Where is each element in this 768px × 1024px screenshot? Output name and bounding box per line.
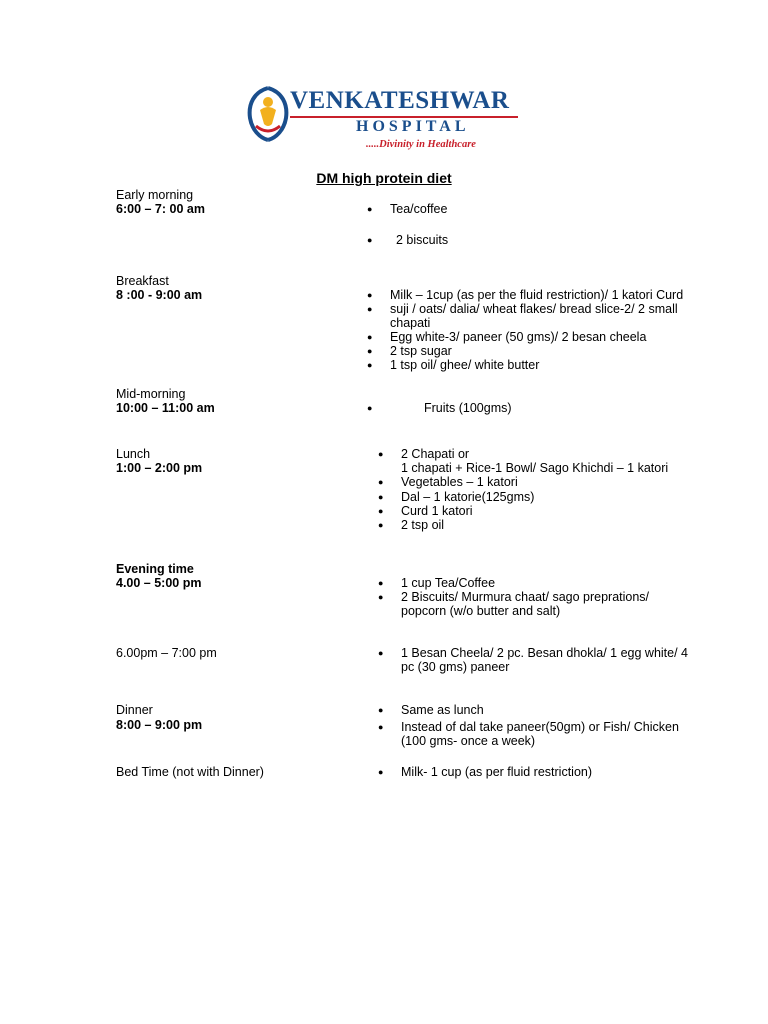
section-time-six-pm: 6.00pm – 7:00 pm — [116, 646, 217, 660]
list-item: Curd 1 katori — [401, 504, 473, 518]
section-label-breakfast: Breakfast — [116, 274, 169, 288]
bullet: ● — [378, 506, 384, 516]
bullet: ● — [367, 403, 373, 413]
list-item: Milk – 1cup (as per the fluid restriction)/ 1 katori Curd — [390, 288, 684, 302]
list-item: Vegetables – 1 katori — [401, 475, 518, 489]
list-item: 2 Biscuits/ Murmura chaat/ sago preprations/ — [401, 590, 650, 604]
list-item: Tea/coffee — [390, 202, 448, 216]
logo-subtitle: HOSPITAL — [356, 118, 470, 135]
logo-name: VENKATESHWAR — [290, 87, 510, 114]
section-label-bed-time: Bed Time (not with Dinner) — [116, 765, 264, 779]
logo-tagline: .....Divinity in Healthcare — [366, 139, 476, 150]
list-item: pc (30 gms) paneer — [401, 660, 510, 674]
section-label-early-morning: Early morning — [116, 188, 194, 202]
section-time-lunch: 1:00 – 2:00 pm — [116, 461, 203, 475]
bullet: ● — [367, 304, 373, 314]
list-item: 1 chapati + Rice-1 Bowl/ Sago Khichdi – 1 katori — [401, 461, 669, 475]
section-time-early-morning: 6:00 – 7: 00 am — [116, 202, 205, 216]
list-item: Same as lunch — [401, 703, 484, 717]
list-item: 2 biscuits — [396, 233, 449, 247]
section-label-mid-morning: Mid-morning — [116, 387, 186, 401]
bullet: ● — [367, 332, 373, 342]
list-item: (100 gms- once a week) — [401, 734, 536, 748]
list-item: 2 tsp sugar — [390, 344, 452, 358]
list-item: popcorn (w/o butter and salt) — [401, 604, 561, 618]
bullet: ● — [367, 290, 373, 300]
hospital-logo — [246, 84, 522, 154]
bullet: ● — [378, 648, 384, 658]
section-time-mid-morning: 10:00 – 11:00 am — [116, 401, 215, 415]
bullet: ● — [378, 592, 384, 602]
list-item: 2 tsp oil — [401, 518, 445, 532]
list-item: Dal – 1 katorie(125gms) — [401, 490, 535, 504]
bullet: ● — [367, 360, 373, 370]
bullet: ● — [378, 705, 384, 715]
bullet: ● — [378, 477, 384, 487]
bullet: ● — [378, 492, 384, 502]
list-item: Milk- 1 cup (as per fluid restriction) — [401, 765, 593, 779]
section-time-breakfast: 8 :00 - 9:00 am — [116, 288, 203, 302]
list-item: Instead of dal take paneer(50gm) or Fish/ Chicken — [401, 720, 679, 734]
bullet: ● — [378, 578, 384, 588]
bullet: ● — [378, 449, 384, 459]
list-item: 1 cup Tea/Coffee — [401, 576, 496, 590]
bullet: ● — [378, 520, 384, 530]
list-item: Egg white-3/ paneer (50 gms)/ 2 besan cheela — [390, 330, 647, 344]
bullet: ● — [378, 722, 384, 732]
list-item: 1 Besan Cheela/ 2 pc. Besan dhokla/ 1 egg white/ 4 — [401, 646, 688, 660]
section-time-evening: 4.00 – 5:00 pm — [116, 576, 202, 590]
bullet: ● — [378, 767, 384, 777]
section-label-evening: Evening time — [116, 562, 194, 576]
list-item: suji / oats/ dalia/ wheat flakes/ bread slice-2/ 2 small — [390, 302, 678, 316]
bullet: ● — [367, 235, 373, 245]
logo-emblem-icon — [246, 86, 290, 142]
list-item: chapati — [390, 316, 431, 330]
section-time-dinner: 8:00 – 9:00 pm — [116, 718, 203, 732]
page-title: DM high protein diet — [316, 170, 452, 186]
bullet: ● — [367, 346, 373, 356]
section-label-lunch: Lunch — [116, 447, 151, 461]
section-label-dinner: Dinner — [116, 703, 153, 717]
bullet: ● — [367, 204, 373, 214]
list-item: 2 Chapati or — [401, 447, 470, 461]
list-item: Fruits (100gms) — [424, 401, 512, 415]
list-item: 1 tsp oil/ ghee/ white butter — [390, 358, 540, 372]
